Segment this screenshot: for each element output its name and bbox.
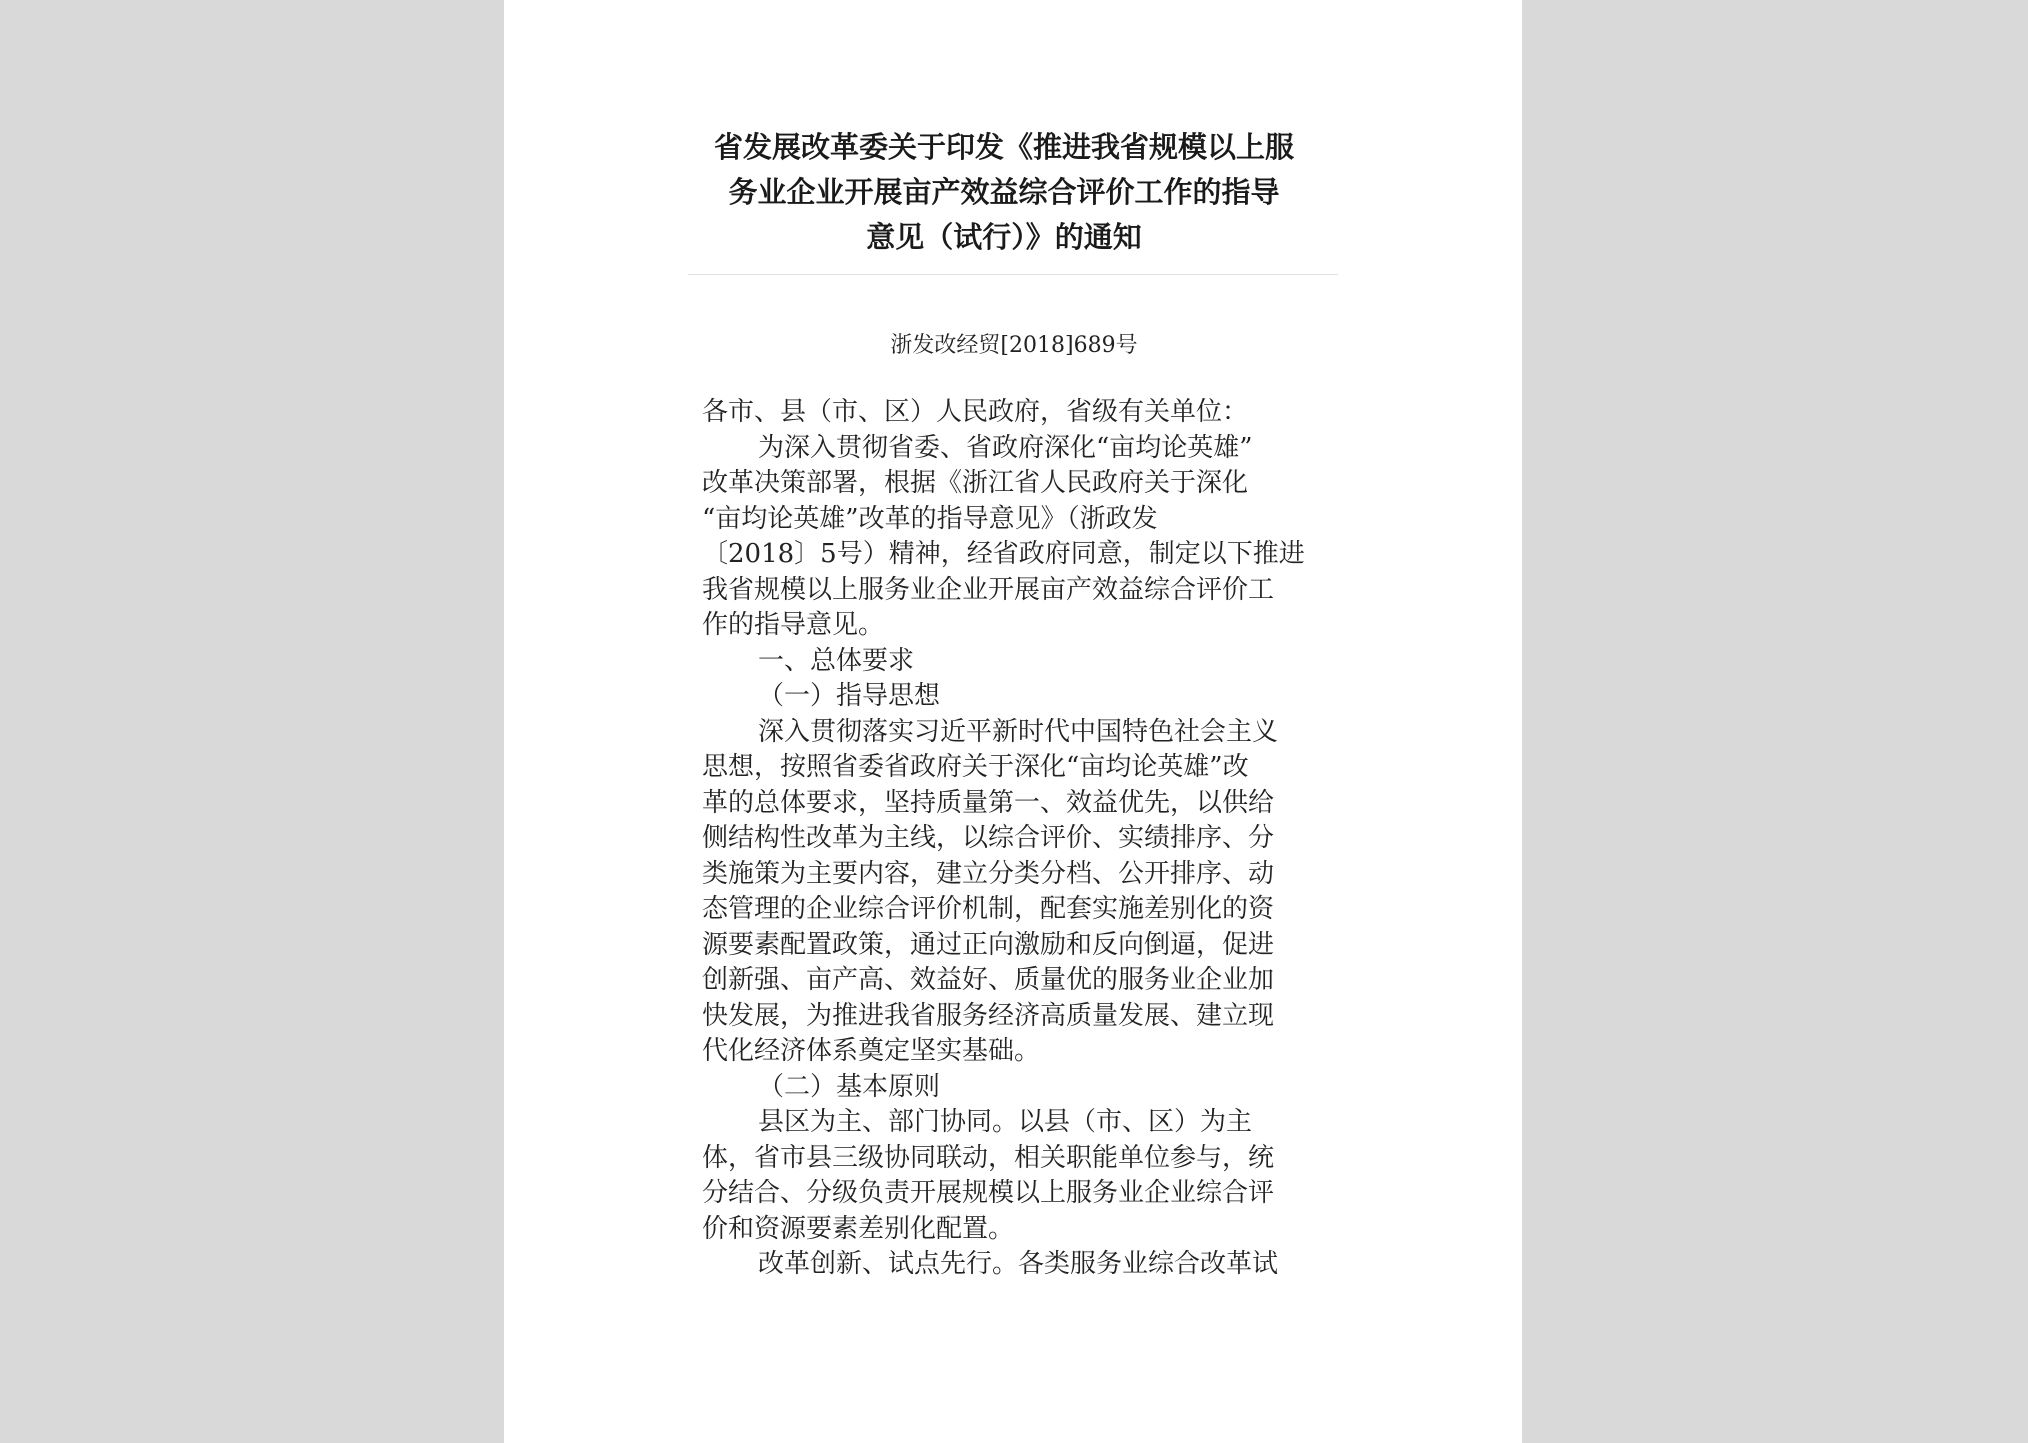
document-body — [702, 395, 1342, 1283]
body-line: 思想，按照省委省政府关于深化“亩均论英雄”改 — [702, 752, 1249, 782]
document-title — [684, 125, 1324, 260]
title-line: 省发展改革委关于印发《推进我省规模以上服 — [713, 130, 1294, 164]
document-number: 浙发改经贸[2018]689号 — [890, 333, 1138, 358]
body-line: “亩均论英雄”改革的指导意见》（浙政发 — [702, 503, 1158, 534]
body-line: 快发展，为推进我省服务经济高质量发展、建立现 — [702, 1000, 1275, 1031]
body-line: 深入贯彻落实习近平新时代中国特色社会主义 — [758, 716, 1279, 747]
body-line: 革的总体要求，坚持质量第一、效益优先，以供给 — [702, 787, 1275, 818]
body-line: 体，省市县三级协同联动，相关职能单位参与，统 — [702, 1142, 1275, 1173]
body-line: 县区为主、部门协同。以县（市、区）为主 — [758, 1107, 1253, 1137]
body-line: 为深入贯彻省委、省政府深化“亩均论英雄” — [758, 432, 1253, 463]
body-line: （一）指导思想 — [758, 681, 941, 711]
body-line: 类施策为主要内容，建立分类分档、公开排序、动 — [702, 858, 1275, 889]
body-line: 改革创新、试点先行。各类服务业综合改革试 — [758, 1249, 1279, 1279]
body-line: 侧结构性改革为主线，以综合评价、实绩排序、分 — [702, 823, 1275, 853]
body-line: 一、总体要求 — [758, 645, 915, 676]
title-line: 意见（试行）》的通知 — [866, 220, 1142, 254]
body-line: 创新强、亩产高、效益好、质量优的服务业企业加 — [702, 965, 1275, 995]
body-line: 〔2018〕5号）精神，经省政府同意，制定以下推进 — [702, 539, 1305, 569]
document-page — [504, 0, 1522, 1443]
body-line: （二）基本原则 — [758, 1071, 941, 1102]
title-divider — [688, 274, 1338, 275]
body-line: 分结合、分级负责开展规模以上服务业企业综合评 — [702, 1178, 1275, 1208]
body-line: 我省规模以上服务业企业开展亩产效益综合评价工 — [702, 574, 1275, 605]
title-line: 务业企业开展亩产效益综合评价工作的指导 — [728, 175, 1280, 209]
body-line: 各市、县（市、区）人民政府，省级有关单位： — [702, 397, 1249, 427]
body-line: 源要素配置政策，通过正向激励和反向倒逼，促进 — [702, 929, 1275, 960]
body-line: 态管理的企业综合评价机制，配套实施差别化的资 — [702, 894, 1275, 924]
body-line: 代化经济体系奠定坚实基础。 — [702, 1036, 1041, 1066]
body-line: 价和资源要素差别化配置。 — [702, 1213, 1015, 1244]
body-line: 改革决策部署，根据《浙江省人民政府关于深化 — [702, 468, 1249, 498]
body-line: 作的指导意见。 — [702, 610, 885, 640]
